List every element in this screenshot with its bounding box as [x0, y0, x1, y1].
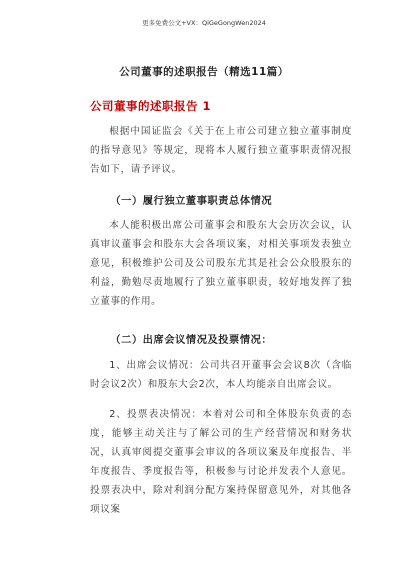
heading-meetings-voting: （二）出席会议情况及投票情况： — [110, 335, 273, 346]
heading-overall-duties: （一）履行独立董事职责总体情况 — [110, 196, 273, 207]
paragraph-duties: 本人能积极出席公司董事会和股东大会历次会议，认真审议董事会和股东大会各项议案，对相关事项发表独立意见，积极维护公司及公司股东尤其是社会公众股股东的利益，勤勉尽责地履行了独立董事职责，较好地发挥了独立董事的作用。 — [90, 220, 352, 307]
section-title: 公司董事的述职报告 1 — [90, 99, 212, 113]
header-note: 更多免费公文+VX：QiGeGongWen2024 — [142, 19, 266, 27]
paragraph-intro: 根据中国证监会《关于在上市公司建立独立董事制度的指导意见》等规定，现将本人履行独立董事职责情况报告如下，请予评议。 — [90, 126, 352, 175]
paragraph-voting: 2、投票表决情况：本着对公司和全体股东负责的态度，能够主动关注与了解公司的生产经营情况和财务状况，认真审阅提交董事会审议的各项议案及年度报告、半年度报告、季度报告等，积极参与讨论并发表个人意见。投票表决中，除对利润分配方案持保留意见外，对其他各项议案 — [90, 409, 352, 515]
document-title: 公司董事的述职报告（精选11篇） — [119, 66, 289, 78]
paragraph-attendance: 1、出席会议情况：公司共召开董事会会议8次（含临时会议2次）和股东大会2次，本人均能亲自出席会议。 — [90, 360, 352, 390]
